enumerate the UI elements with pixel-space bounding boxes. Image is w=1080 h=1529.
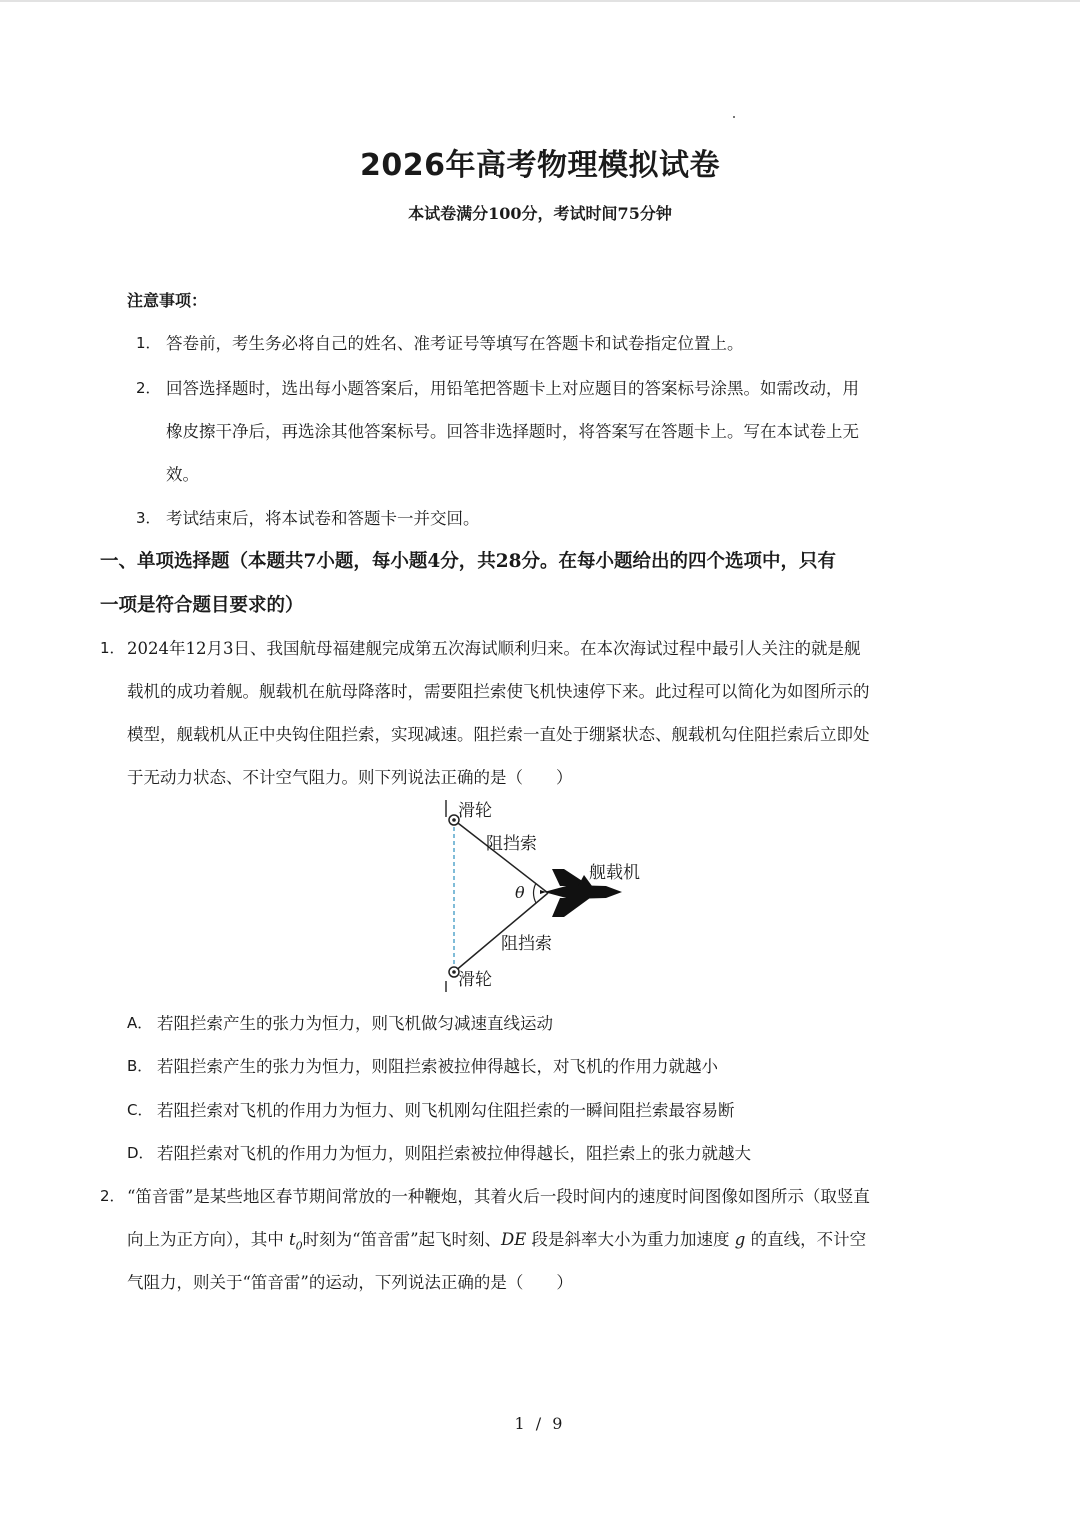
question-2-line-3: 气阻力，则关于“笛音雷”的运动，下列说法正确的是（ ） [127,1273,573,1292]
section-heading-line-1: 一、单项选择题（本题共7小题，每小题4分，共28分。在每小题给出的四个选项中，只有 [100,551,836,572]
de-symbol: DE [501,1230,527,1249]
question-1-line-3: 模型，舰载机从正中央钩住阻拦索，实现减速。阻拦索一直处于绷紧状态、舰载机勾住阻拦索后立即处 [127,725,870,744]
pulley-top-label: 滑轮 [458,801,492,821]
cable-bottom-label: 阻挡索 [501,934,552,954]
question-2-number: 2． [100,1187,125,1205]
option-c-letter: C． [127,1101,153,1119]
stray-dot [733,116,735,118]
option-a-text: 若阻拦索产生的张力为恒力，则飞机做匀减速直线运动 [157,1014,553,1033]
pulley-bottom-label: 滑轮 [458,970,492,990]
angle-theta-label: θ [515,883,525,902]
q2-line2-part-a: 向上为正方向），其中 [127,1230,289,1249]
notice-item-2-line-3: 效。 [166,465,199,484]
q2-line2-part-d: 的直线，不计空 [745,1230,867,1249]
q2-line2-part-b: 时刻为“笛音雷”起飞时刻、 [302,1230,502,1249]
t0-symbol: $t_0$ [289,1230,303,1253]
arresting-cable-diagram [420,795,660,995]
cable-top [454,820,548,893]
angle-arc [534,883,537,903]
page-top-border [0,0,1080,2]
section-heading-line-2: 一项是符合题目要求的） [100,595,304,616]
notice-item-2-line-1: 回答选择题时，选出每小题答案后，用铅笔把答题卡上对应题目的答案标号涂黑。如需改动，用 [166,379,859,398]
option-b-text: 若阻拦索产生的张力为恒力，则阻拦索被拉伸得越长，对飞机的作用力就越小 [157,1057,718,1076]
cable-bottom [454,893,548,972]
page-title: 2026年高考物理模拟试卷 [360,148,720,183]
question-2-line-1: “笛音雷”是某些地区春节期间常放的一种鞭炮，其着火后一段时间内的速度时间图像如图所示（取竖直 [127,1187,870,1206]
option-d-letter: D． [127,1144,154,1162]
option-b-letter: B． [127,1057,153,1075]
option-a-letter: A． [127,1014,153,1032]
exam-info: 本试卷满分100分，考试时间75分钟 [408,204,672,223]
notice-item-1-number: 1． [136,334,161,352]
notice-item-3-number: 3． [136,509,161,527]
question-1-line-1: 2024年12月3日、我国航母福建舰完成第五次海试顺利归来。在本次海试过程中最引人关注的就是舰 [127,639,861,658]
notice-heading: 注意事项： [127,291,208,310]
cable-top-label: 阻挡索 [486,834,537,854]
notice-item-2-line-2: 橡皮擦干净后，再选涂其他答案标号。回答非选择题时，将答案写在答题卡上。写在本试卷上无 [166,422,859,441]
plane-label: 舰载机 [589,863,640,883]
notice-item-3-text: 考试结束后，将本试卷和答题卡一并交回。 [166,509,480,528]
question-1-line-4: 于无动力状态、不计空气阻力。则下列说法正确的是（ ） [127,768,573,787]
question-1-line-2: 载机的成功着舰。舰载机在航母降落时，需要阻拦索使飞机快速停下来。此过程可以简化为如图所示的 [127,682,870,701]
notice-item-2-number: 2． [136,379,161,397]
option-d-text: 若阻拦索对飞机的作用力为恒力，则阻拦索被拉伸得越长，阻拦索上的张力就越大 [157,1144,751,1163]
question-1-number: 1． [100,639,125,657]
g-symbol: g [734,1230,746,1249]
page-number: 1 / 9 [514,1414,566,1433]
notice-item-1-text: 答卷前，考生务必将自己的姓名、准考证号等填写在答题卡和试卷指定位置上。 [166,334,744,353]
q2-line2-part-c: 段是斜率大小为重力加速度 [526,1230,735,1249]
option-c-text: 若阻拦索对飞机的作用力为恒力、则飞机刚勾住阻拦索的一瞬间阻拦索最容易断 [157,1101,735,1120]
question-2-line-2 [127,1226,866,1252]
